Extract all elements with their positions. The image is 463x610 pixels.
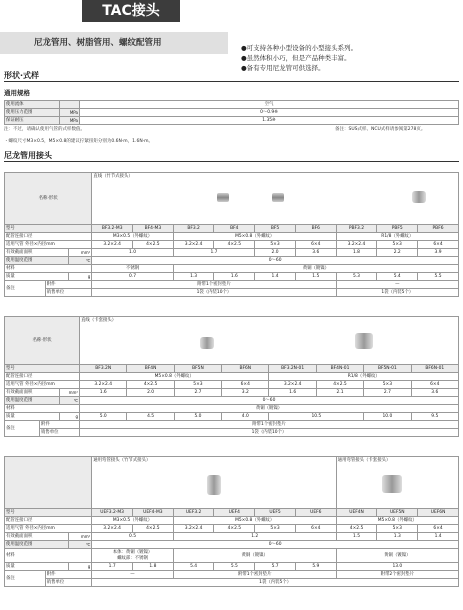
- table-cell: [92, 173, 459, 225]
- table-cell: 1.3: [377, 533, 418, 541]
- table-cell: 10.0: [364, 413, 411, 421]
- table-cell: 使用压力范围: [5, 109, 60, 117]
- table-cell: UEF4-M3: [133, 509, 174, 517]
- note: 备注：SUS式样、NCU式样请参阅第278页。: [335, 127, 426, 132]
- table-cell: 5.0: [80, 413, 127, 421]
- table-cell: —: [92, 571, 173, 579]
- table-cell: 1.8: [133, 563, 174, 571]
- table-cell: BF3.2N: [80, 365, 127, 373]
- table-cell: M5×0.8（外螺纹）: [80, 373, 269, 381]
- table-cell: 附带1个密封垫片: [173, 571, 336, 579]
- general-spec-table: [4, 100, 459, 125]
- table-cell: M5×0.8（外螺纹）: [173, 517, 336, 525]
- table-cell: 4×2.5: [336, 525, 377, 533]
- table-cell: ℃: [60, 397, 80, 405]
- table-cell: mm²: [68, 249, 91, 257]
- table-cell: 5×3: [364, 381, 411, 389]
- table-cell: 4×2.5: [133, 525, 174, 533]
- table-cell: UEF3.2: [173, 509, 214, 517]
- table-cell: 附带2个密封垫片: [336, 571, 458, 579]
- table-cell: 4×2.5: [214, 525, 255, 533]
- table-cell: 5.4: [377, 273, 418, 281]
- table-cell: 2.0: [127, 389, 174, 397]
- table-cell: 0～60: [92, 541, 459, 549]
- table-cell: UEF4: [214, 509, 255, 517]
- table-cell: 1.5: [295, 273, 336, 281]
- table-cell: 2.7: [174, 389, 221, 397]
- table-cell: 1.6: [214, 273, 255, 281]
- table-cell: 1.6: [269, 389, 316, 397]
- table-cell: 附带1个密封垫片: [92, 281, 336, 289]
- table-cell: [5, 457, 92, 509]
- table-cell: g: [68, 273, 91, 281]
- fitting-image: [200, 337, 214, 349]
- table-cell: BF4N-01: [316, 365, 363, 373]
- table-cell: 有效截面面积: [5, 389, 60, 397]
- table-cell: 0～60: [92, 257, 459, 265]
- table-cell: UEF3.2-M3: [92, 509, 133, 517]
- table-cell: BF5N-01: [364, 365, 411, 373]
- table-cell: BF3.2: [173, 225, 214, 233]
- table-cell: UEF4N: [336, 509, 377, 517]
- table-cell: 2.0: [255, 249, 296, 257]
- table-cell: BF5N: [174, 365, 221, 373]
- table-cell: 3.6: [411, 389, 458, 397]
- table-cell: ℃: [69, 541, 92, 549]
- table-cell: 黄铜（镀镍）: [336, 549, 458, 563]
- table-cell: 1.6: [80, 389, 127, 397]
- table-cell: 名称·形状: [5, 173, 92, 225]
- table-cell: 10.5: [269, 413, 364, 421]
- table-cell: 6×4: [222, 381, 269, 389]
- table-cell: mm²: [60, 389, 80, 397]
- image-title: 直线（卡套接头）: [81, 318, 117, 323]
- table-cell: 6×4: [418, 241, 459, 249]
- table-cell: BF6N: [222, 365, 269, 373]
- table-cell: 3.2×2.4: [336, 241, 377, 249]
- page-title: TAC接头: [82, 0, 180, 22]
- table-cell: 5×3: [377, 241, 418, 249]
- table-cell: g: [69, 563, 92, 571]
- table-cell: 质量: [5, 273, 69, 281]
- table-cell: 黄铜（镀镍）: [173, 265, 458, 273]
- table-cell: PBF3.2: [336, 225, 377, 233]
- table-cell: —: [336, 281, 458, 289]
- table-cell: 1袋（内装10个）: [80, 429, 459, 437]
- table-cell: [80, 317, 459, 365]
- section-title: 形状·式样: [4, 71, 40, 80]
- table-cell: 黄铜（镀镍）: [173, 549, 336, 563]
- table-cell: BF3.2-M3: [92, 225, 133, 233]
- table-cell: 不锈钢: [92, 265, 173, 273]
- table-cell: 有效截面面积: [5, 533, 69, 541]
- table-cell: 4×2.5: [133, 241, 174, 249]
- table-cell: 3.6: [295, 249, 336, 257]
- table-cell: ℃: [68, 257, 91, 265]
- divider: [4, 81, 459, 82]
- table-cell: [60, 101, 80, 109]
- table-cell: g: [60, 413, 80, 421]
- table-cell: 0～0.9※: [80, 109, 459, 117]
- table-cell: 使用温度范围: [5, 397, 60, 405]
- table-cell: 型号: [5, 509, 92, 517]
- table-cell: 销售单位: [45, 579, 92, 587]
- table-cell: MPa: [60, 109, 80, 117]
- table-cell: 9.5: [411, 413, 458, 421]
- table-cell: M5×0.8（外螺纹）: [336, 517, 458, 525]
- table-cell: UEF6N: [418, 509, 459, 517]
- table-cell: 配管连接口径: [5, 233, 92, 241]
- table-cell: 配管连接口径: [5, 373, 80, 381]
- table-cell: 1.7: [92, 563, 133, 571]
- table-cell: 5.5: [418, 273, 459, 281]
- table-cell: BF4N: [127, 365, 174, 373]
- table-cell: 使用温度范围: [5, 541, 69, 549]
- table-cell: 材料: [5, 265, 92, 273]
- table-cell: UEF6: [295, 509, 336, 517]
- table-cell: 本体：黄铜（镀镍） 螺纹部：不锈钢: [92, 549, 173, 563]
- table-cell: 附件: [45, 281, 92, 289]
- image-title: 通用弯管接头（卡套接头）: [337, 458, 391, 463]
- table-cell: 空气: [80, 101, 459, 109]
- table-cell: 5.5: [214, 563, 255, 571]
- table-cell: 保证耐压: [5, 117, 60, 125]
- table-cell: 5×3: [174, 381, 221, 389]
- section-title: 尼龙管用接头: [4, 151, 52, 160]
- table-cell: 1.35※: [80, 117, 459, 125]
- table-cell: 3.2×2.4: [92, 241, 133, 249]
- table-cell: 备注: [5, 281, 46, 297]
- feature-bullet: ●可支持各种小型设备的小型接头系列。: [241, 44, 358, 52]
- table-cell: 销售单位: [40, 429, 80, 437]
- table-cell: BF6: [295, 225, 336, 233]
- note: ・螺纹尺寸M3×0.5，M5×0.8的建议拧紧扭矩分别为0.6N·m，1.6N·m。: [4, 139, 154, 144]
- table-cell: 1.4: [255, 273, 296, 281]
- table-cell: 材料: [5, 405, 80, 413]
- table-cell: 0.7: [92, 273, 173, 281]
- table-cell: 附件: [40, 421, 80, 429]
- table-cell: 5×3: [377, 525, 418, 533]
- table-cell: 适用气管 外径×内径mm: [5, 525, 92, 533]
- divider: [4, 161, 459, 162]
- fitting-image: [355, 333, 373, 349]
- table-cell: 3.2×2.4: [269, 381, 316, 389]
- table-cell: 1.0: [92, 249, 173, 257]
- table-cell: 1.7: [173, 249, 254, 257]
- table-cell: 备注: [5, 571, 46, 587]
- table-cell: R1/8（外螺纹）: [269, 373, 459, 381]
- table-cell: 3.2: [222, 389, 269, 397]
- table-cell: 质量: [5, 563, 69, 571]
- table-cell: 4×2.5: [316, 381, 363, 389]
- table-cell: 1.5: [336, 533, 377, 541]
- table-cell: MPa: [60, 117, 80, 125]
- table-cell: R1/8（外螺纹）: [336, 233, 458, 241]
- table-cell: 6×4: [411, 381, 458, 389]
- table-cell: 质量: [5, 413, 60, 421]
- table-cell: 2.7: [364, 389, 411, 397]
- table-cell: UEF5N: [377, 509, 418, 517]
- table-cell: 4×2.5: [214, 241, 255, 249]
- table-cell: M3×0.5（外螺纹）: [92, 517, 173, 525]
- feature-bullet: ●备有专用尼龙管可供选择。: [241, 64, 325, 72]
- table-cell: BF4: [214, 225, 255, 233]
- table-cell: 1袋（内装10个）: [92, 289, 336, 297]
- table-cell: 1袋（内装5个）: [336, 289, 458, 297]
- table-cell: PBF6: [418, 225, 459, 233]
- table-cell: [336, 457, 458, 509]
- table-cell: 使用流体: [5, 101, 60, 109]
- table-cell: 3.2×2.4: [173, 525, 214, 533]
- table-cell: 13.0: [336, 563, 458, 571]
- bfn-spec-table: [4, 316, 459, 437]
- fitting-image: [272, 193, 284, 202]
- table-cell: 6×4: [418, 525, 459, 533]
- table-cell: 1.2: [173, 533, 336, 541]
- fitting-image: [382, 475, 402, 493]
- table-cell: 4.0: [222, 413, 269, 421]
- table-cell: 0.5: [92, 533, 173, 541]
- table-cell: 1.4: [418, 533, 459, 541]
- table-cell: BF5: [255, 225, 296, 233]
- fitting-image: [412, 191, 426, 203]
- table-cell: 黄铜（镀镍）: [80, 405, 459, 413]
- table-cell: 4.5: [127, 413, 174, 421]
- table-cell: 0～60: [80, 397, 459, 405]
- table-cell: mm²: [69, 533, 92, 541]
- table-cell: 5×3: [255, 525, 296, 533]
- table-cell: [92, 457, 336, 509]
- table-cell: UEF5: [255, 509, 296, 517]
- table-cell: 5.9: [295, 563, 336, 571]
- bf-spec-table: [4, 172, 459, 297]
- table-cell: 5.3: [336, 273, 377, 281]
- table-cell: BF3.2N-01: [269, 365, 316, 373]
- table-cell: 名称·形状: [5, 317, 80, 365]
- table-cell: 5.0: [174, 413, 221, 421]
- fitting-image: [207, 475, 221, 495]
- table-cell: 附带1个密封垫片: [80, 421, 459, 429]
- table-cell: M5×0.8（外螺纹）: [173, 233, 336, 241]
- image-title: 通用弯管接头（竹节式接头）: [93, 458, 151, 463]
- table-cell: 使用温度范围: [5, 257, 69, 265]
- table-cell: 6×4: [295, 525, 336, 533]
- uef-spec-table: [4, 456, 459, 587]
- table-cell: 备注: [5, 421, 40, 437]
- category-banner: 尼龙管用、树脂管用、螺纹配管用: [0, 32, 228, 54]
- table-cell: 销售单位: [45, 289, 92, 297]
- table-cell: 有效截面面积: [5, 249, 69, 257]
- table-cell: 5.4: [173, 563, 214, 571]
- table-cell: 附件: [45, 571, 92, 579]
- table-cell: 2.2: [377, 249, 418, 257]
- table-cell: 5.7: [255, 563, 296, 571]
- table-cell: 型号: [5, 225, 92, 233]
- table-cell: 型号: [5, 365, 80, 373]
- table-cell: 1.8: [336, 249, 377, 257]
- table-cell: 1.3: [173, 273, 214, 281]
- table-cell: 4×2.5: [127, 381, 174, 389]
- subsection-title: 通用规格: [4, 89, 30, 97]
- table-cell: 1袋（内装5个）: [92, 579, 459, 587]
- table-cell: 5×3: [255, 241, 296, 249]
- table-cell: BF6N-01: [411, 365, 458, 373]
- table-cell: PBF5: [377, 225, 418, 233]
- table-cell: 3.9: [418, 249, 459, 257]
- table-cell: 材料: [5, 549, 92, 563]
- image-title: 直线（竹节式接头）: [93, 174, 133, 179]
- table-cell: 3.2×2.4: [80, 381, 127, 389]
- note: 注：不过，请确认使用气管的式样数值。: [4, 127, 85, 132]
- feature-bullet: ●虽然体积小巧，但是产品种类丰富。: [241, 54, 351, 62]
- table-cell: BF4-M3: [133, 225, 174, 233]
- table-cell: 配管连接口径: [5, 517, 92, 525]
- table-cell: 适用气管 外径×内径mm: [5, 381, 80, 389]
- table-cell: 6×4: [295, 241, 336, 249]
- table-cell: 3.2×2.4: [173, 241, 214, 249]
- table-cell: M3×0.5（外螺纹）: [92, 233, 173, 241]
- fitting-image: [217, 193, 229, 202]
- table-cell: 适用气管 外径×内径mm: [5, 241, 92, 249]
- table-cell: 2.1: [316, 389, 363, 397]
- table-cell: 3.2×2.4: [92, 525, 133, 533]
